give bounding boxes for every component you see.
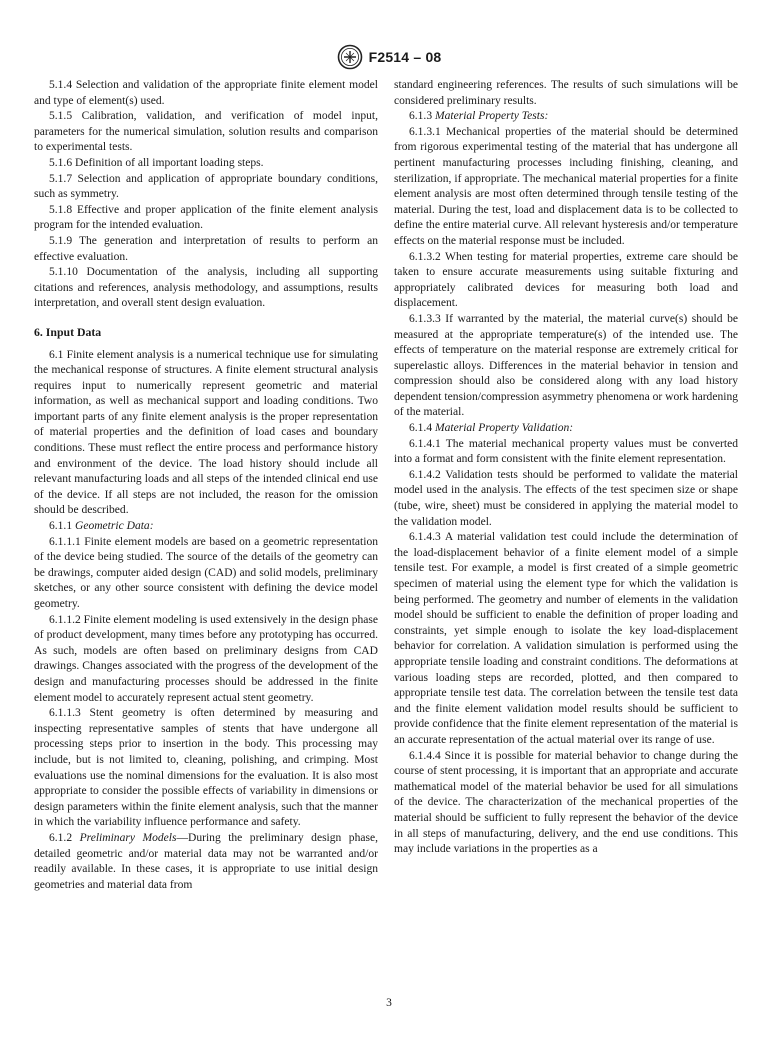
- astm-logo-icon: [337, 44, 363, 70]
- paragraph-6-1-4-4: 6.1.4.4 Since it is possible for material behavior to change during the course of stent processing, it is important that an appropriate and accurate mathematical model of the material behavior be used for all simulations of the device. The characterization of the mechanical properties of the material should be sufficient to fully represent the behavior of the device in all steps of manufacturing, delivery, and the end use conditions. This may include variations in the properties as a: [394, 749, 738, 856]
- paragraph-5-1-9: 5.1.9 The generation and interpretation of results to perform an effective evaluation.: [34, 234, 378, 263]
- paragraph-6-1-1-3: 6.1.1.3 Stent geometry is often determined by measuring and inspecting representative samples of stents that have undergone all processing steps prior to insertion in the body. This processing may include, but is not limited to, cleaning, polishing, and crimping. Most evaluations use the nominal dimensions for the evaluation. It is also most appropriate to consider the possible effects of variability in dimensions or design parameters within the finite element analysis, such that the manner in which the variability influence performance and safety.: [34, 707, 378, 829]
- paragraph-6-1: 6.1 Finite element analysis is a numerical technique use for simulating the mechanical response of structures. A finite element structural analysis requires input to numerically represent geometric and material information, as well as mechanical support and loading conditions. Two important parts of any finite element analysis is the proper representation of material properties and the definition of load cases and boundary conditions. These must reflect the entire process and performance history and environment of the device. The load history should include all relevant manufacturing loads and all steps of the intended clinical end use of the device. If all steps are not included, the reason for the omission should be described.: [34, 348, 378, 517]
- left-column: [34, 78, 378, 893]
- paragraph-6-1-4-3: 6.1.4.3 A material validation test could include the determination of the load-displacement behavior of a finite element model of a simple tensile test. For example, a model is first created of a simple geometric specimen of material using the element type for which the validation is being performed. The geometry and number of elements in the validation model should be sufficient to enable the definition of proper loading and constraints, yet simple enough to isolate the key load-displacement behavior for correlation. A validation simulation is performed using the appropriate tensile loading and constraint conditions. The deformations at various loading steps are recorded, plotted, and then compared to appropriate tensile test data. The correlation between the tensile test data and the finite element validation model results should be sufficient to provide confidence that the finite element representation of the material is an accurate representation of the actual material over its range of use.: [394, 531, 738, 746]
- paragraph-5-1-10: 5.1.10 Documentation of the analysis, including all supporting citations and references, analysis methodology, and assumptions, results interpretation, and overall stent design evaluation.: [34, 266, 378, 310]
- paragraph-6-1-4-2: 6.1.4.2 Validation tests should be performed to validate the material model used in the analysis. The effects of the test specimen size or shape (tube, wire, sheet) must be considered in applying the material model to the validation model.: [394, 468, 738, 528]
- paragraph-6-1-3-3: 6.1.3.3 If warranted by the material, the material curve(s) should be measured at the appropriate temperature(s) of the intended use. The effects of temperature on the material response are extremely critical for superelastic alloys. Differences in the material behavior in tension and compression should also be considered along with any load history dependent tension/compression asymmetry phenomena or work hardening of the material.: [394, 312, 738, 419]
- clause-text: —During the preliminary design phase, detailed geometric and/or material data may not be warranted and/or readily available. In these cases, it is appropriate to use initial design geometries and material data from: [34, 831, 378, 891]
- clause-number: 6.1.2: [49, 831, 73, 844]
- clause-number: 6.1.1: [49, 520, 73, 533]
- clause-title: Preliminary Models: [79, 831, 177, 844]
- section-heading-input-data: 6. Input Data: [34, 324, 102, 339]
- clause-title: Material Property Validation:: [434, 422, 574, 435]
- clause-number: 6.1.4: [409, 422, 433, 435]
- clause-number: 6.1.3: [409, 110, 433, 123]
- paragraph-6-1-4-1: 6.1.4.1 The material mechanical property values must be converted into a format and form consistent with the finite element representation.: [394, 437, 738, 466]
- clause-title: Material Property Tests:: [434, 110, 549, 123]
- paragraph-6-1-1-2: 6.1.1.2 Finite element modeling is used extensively in the design phase of product development, many times before any prototyping has occurred. As such, models are often based on preliminary designs from CAD drawings. Changes associated with the progress of the development of the design and manufacturing processes should be addressed in the finite element model to accurately represent actual stent geometry.: [34, 613, 378, 704]
- paragraph-6-1-2: [34, 831, 378, 893]
- paragraph-6-1-1-1: 6.1.1.1 Finite element models are based on a geometric representation of the device being studied. The source of the details of the geometry can be drawings, computer aided design (CAD) and solid models, preliminary sketches, or any other source consistent with defining the device model geometry.: [34, 535, 378, 610]
- clause-title: Geometric Data:: [74, 520, 154, 533]
- paragraph-6-1-1: [34, 519, 378, 535]
- paragraph-6-1-4: [394, 421, 738, 437]
- paragraph-5-1-7: 5.1.7 Selection and application of appropriate boundary conditions, such as symmetry.: [34, 172, 378, 201]
- standard-designation: F2514 – 08: [368, 49, 442, 65]
- paragraph-6-1-3: [394, 109, 738, 125]
- paragraph-5-1-8: 5.1.8 Effective and proper application of the finite element analysis program for the intended evaluation.: [34, 203, 378, 232]
- paragraph-6-1-3-2: 6.1.3.2 When testing for material properties, extreme care should be taken to ensure accurate measurements using suitable fixturing and appropriately calibrated devices for measuring both load and displacement.: [394, 250, 738, 310]
- paragraph-5-1-5: 5.1.5 Calibration, validation, and verification of model input, parameters for the numerical simulation, solution results and comparison to experimental tests.: [34, 110, 378, 154]
- page-number: 3: [386, 997, 392, 1009]
- right-column: [394, 78, 738, 858]
- paragraph-5-1-6: 5.1.6 Definition of all important loading steps.: [49, 156, 264, 169]
- page-header: [0, 44, 778, 70]
- paragraph-6-1-3-1: 6.1.3.1 Mechanical properties of the material should be determined from rigorous experimental testing of the material that has undergone all pertinent manufacturing processes including finishing, cleaning, and sterilization, if appropriate. The mechanical material properties for a finite element analysis are most often determined through tensile testing of the material. During the test, load and displacement data is to be collected to define the entire material curve. All relevant hysteresis and/or temperature effects on the material response must be included.: [394, 125, 738, 247]
- paragraph-5-1-4: 5.1.4 Selection and validation of the appropriate finite element model and type of element(s) used.: [34, 79, 378, 107]
- paragraph-continuation: standard engineering references. The results of such simulations will be considered preliminary results.: [394, 79, 738, 107]
